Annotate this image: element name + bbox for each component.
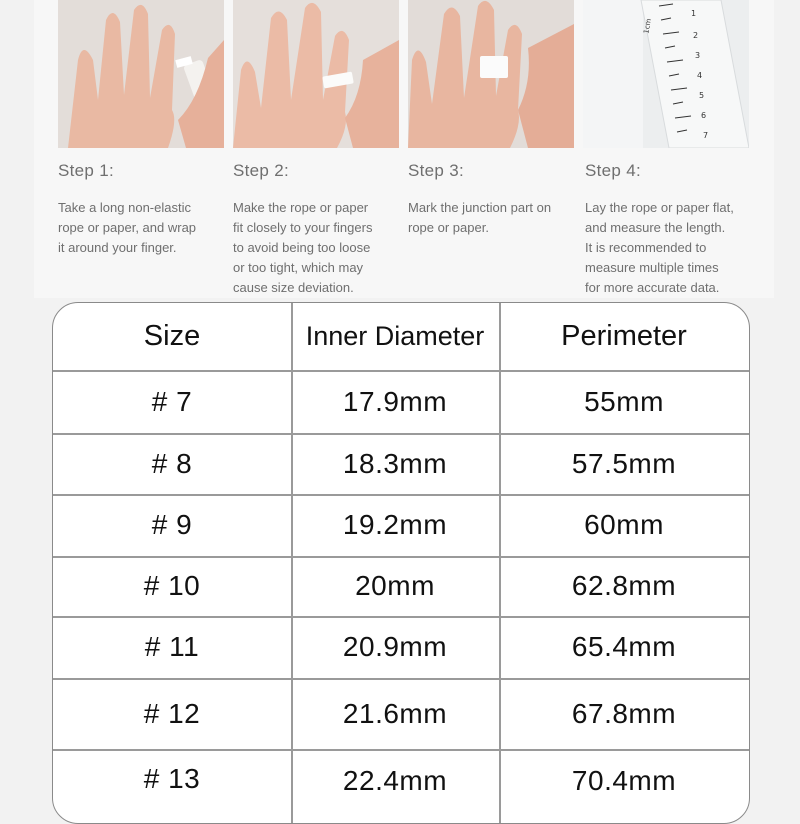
hand-mark-rope-icon bbox=[408, 0, 574, 148]
step-description: Make the rope or paper fit closely to your fingers to avoid being too loose or too tight, which may cause size deviation. bbox=[233, 200, 373, 295]
step-1-photo bbox=[58, 0, 224, 148]
ring-size-table bbox=[52, 302, 750, 824]
hand-wrap-rope-icon bbox=[58, 0, 224, 148]
step-3 bbox=[408, 160, 580, 238]
svg-text:6: 6 bbox=[701, 111, 707, 120]
size-cell: # 8 bbox=[151, 447, 193, 479]
perimeter-cell: 67.8mm bbox=[571, 697, 677, 729]
inner-diameter-cell: 20.9mm bbox=[342, 631, 448, 662]
svg-text:1: 1 bbox=[691, 9, 697, 18]
inner-diameter-cell: 18.3mm bbox=[342, 447, 448, 479]
perimeter-cell: 65.4mm bbox=[571, 631, 677, 662]
step-title: Step 1: bbox=[58, 161, 114, 180]
header-perimeter: Perimeter bbox=[561, 320, 687, 352]
step-description: Mark the junction part on rope or paper. bbox=[408, 200, 552, 235]
step-description: Take a long non-elastic rope or paper, and wrap it around your finger. bbox=[58, 200, 197, 255]
step-2 bbox=[233, 160, 405, 298]
svg-text:1cm: 1cm bbox=[642, 18, 653, 35]
step-description: Lay the rope or paper flat, and measure the length. It is recommended to measure multiple times for more accurate data. bbox=[585, 200, 734, 295]
svg-text:5: 5 bbox=[699, 91, 705, 100]
header-inner-diameter: Inner Diameter bbox=[305, 321, 485, 351]
size-cell: # 11 bbox=[144, 631, 200, 662]
step-3-photo bbox=[408, 0, 574, 148]
header-size: Size bbox=[143, 320, 201, 352]
inner-diameter-cell: 20mm bbox=[355, 570, 435, 601]
step-4 bbox=[585, 160, 765, 298]
size-cell: # 10 bbox=[143, 570, 201, 601]
hand-fit-rope-icon bbox=[233, 0, 399, 148]
perimeter-cell: 60mm bbox=[584, 509, 664, 540]
step-title: Step 2: bbox=[233, 161, 289, 180]
step-title: Step 4: bbox=[585, 161, 641, 180]
perimeter-cell: 55mm bbox=[584, 385, 664, 417]
size-cell: # 9 bbox=[151, 509, 193, 540]
svg-text:4: 4 bbox=[697, 71, 703, 80]
size-cell: # 13 bbox=[143, 763, 201, 794]
inner-diameter-cell: 17.9mm bbox=[342, 385, 448, 417]
size-cell: # 12 bbox=[143, 697, 201, 729]
svg-text:3: 3 bbox=[695, 51, 701, 60]
perimeter-cell: 57.5mm bbox=[571, 447, 677, 479]
svg-text:7: 7 bbox=[703, 131, 709, 140]
size-cell: # 7 bbox=[151, 385, 193, 417]
step-1 bbox=[58, 160, 228, 258]
step-2-photo bbox=[233, 0, 399, 148]
inner-diameter-cell: 19.2mm bbox=[342, 509, 448, 540]
svg-text:2: 2 bbox=[693, 31, 699, 40]
perimeter-cell: 70.4mm bbox=[571, 765, 677, 796]
inner-diameter-cell: 21.6mm bbox=[342, 697, 448, 729]
perimeter-cell: 62.8mm bbox=[571, 570, 677, 601]
step-4-photo bbox=[583, 0, 749, 148]
ruler-icon bbox=[583, 0, 749, 148]
inner-diameter-cell: 22.4mm bbox=[342, 765, 448, 796]
step-title: Step 3: bbox=[408, 161, 464, 180]
